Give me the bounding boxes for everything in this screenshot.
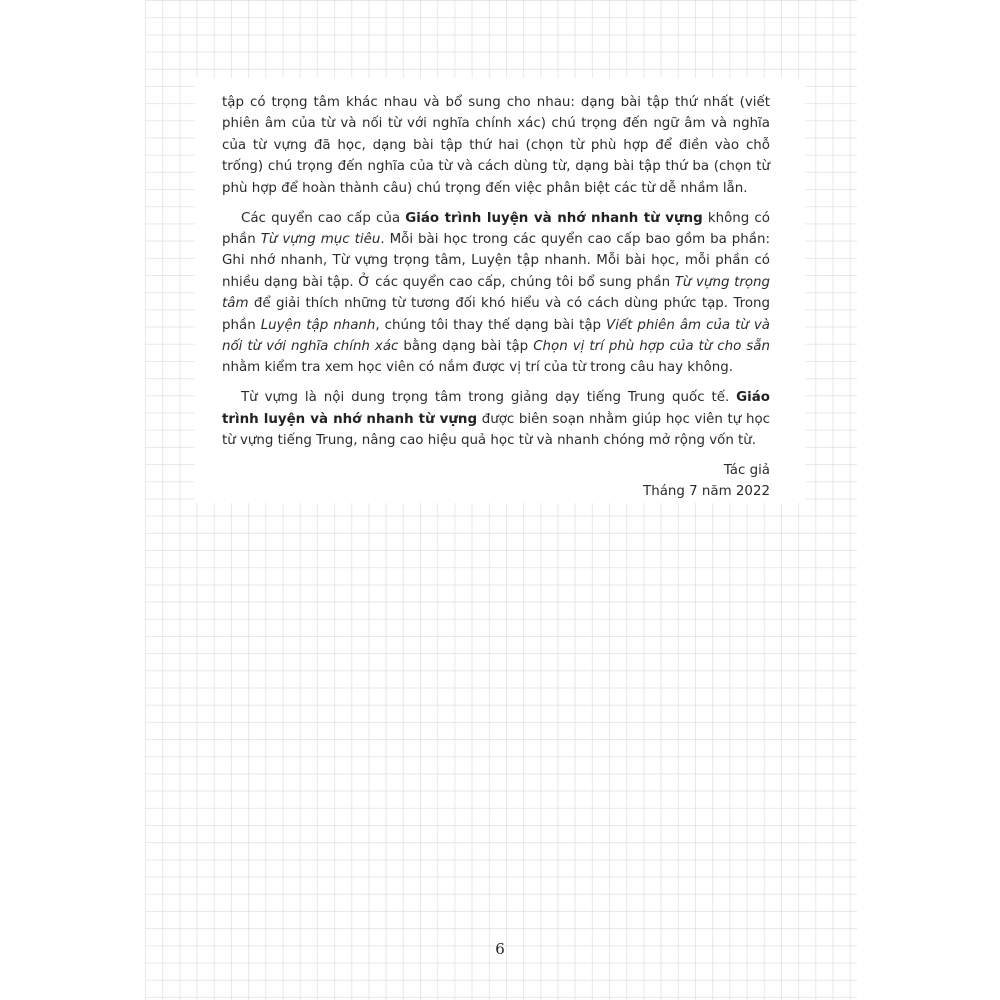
emphasis: Từ vựng trọng tâm <box>222 274 771 312</box>
emphasis: Luyện tập nhanh <box>260 317 376 333</box>
body-text <box>222 92 770 503</box>
book-title: Giáo trình luyện và nhớ nhanh từ vựng <box>405 210 703 226</box>
paragraph-2: Các quyển cao cấp của Giáo trình luyện và nhớ nhanh từ vựng không có phần Từ vựng mục tiêu. Mỗi bài học trong các quyển cao cấp bao gồm ba phần: Ghi nhớ nhanh, Từ vựng trọng tâm, Luyện tập nhanh. Mỗi bài học, mỗi phần có nhiều dạng bài tập. Ở các quyển cao cấp, chúng tôi bổ sung phần Từ vựng trọng tâm để giải thích những từ tương đối khó hiểu và có cách dùng phức tạp. Trong phần Luyện tập nhanh, chúng tôi thay thế dạng bài tập Viết phiên âm của từ và nối từ với nghĩa chính xác bằng dạng bài tập Chọn vị trí phù hợp của từ cho sẵn nhằm kiểm tra xem học viên có nắm được vị trí của từ trong câu hay không. <box>222 210 771 376</box>
paragraph-3: Từ vựng là nội dung trọng tâm trong giảng dạy tiếng Trung quốc tế. Giáo trình luyện và nhớ nhanh từ vựng được biên soạn nhằm giúp học viên tự học từ vựng tiếng Trung, nâng cao hiệu quả học từ và nhanh chóng mở rộng vốn từ. <box>222 390 770 449</box>
book-title: Giáo trình luyện và nhớ nhanh từ vựng <box>222 390 770 427</box>
paragraph-1: tập có trọng tâm khác nhau và bổ sung cho nhau: dạng bài tập thứ nhất (viết phiên âm của từ và nối từ với nghĩa chính xác) chú trọng đến ngữ âm và nghĩa của từ vựng đã học, dạng bài tập thứ hai (chọn từ phù hợp để điền vào chỗ trống) chú trọng đến nghĩa của từ và cách dùng từ, dạng bài tập thứ ba (chọn từ phù hợp để hoàn thành câu) chú trọng đến việc phân biệt các từ dễ nhầm lẫn. <box>222 95 770 196</box>
signature-author: Tác giả <box>723 463 770 478</box>
emphasis: Viết phiên âm của từ và nối từ với nghĩa chính xác <box>222 317 770 354</box>
signature-date: Tháng 7 năm 2022 <box>643 484 770 500</box>
signature <box>222 460 770 503</box>
emphasis: Chọn vị trí phù hợp của từ cho sẵn <box>533 338 770 354</box>
emphasis: Từ vựng mục tiêu <box>260 231 381 247</box>
page-number: 6 <box>495 940 505 958</box>
